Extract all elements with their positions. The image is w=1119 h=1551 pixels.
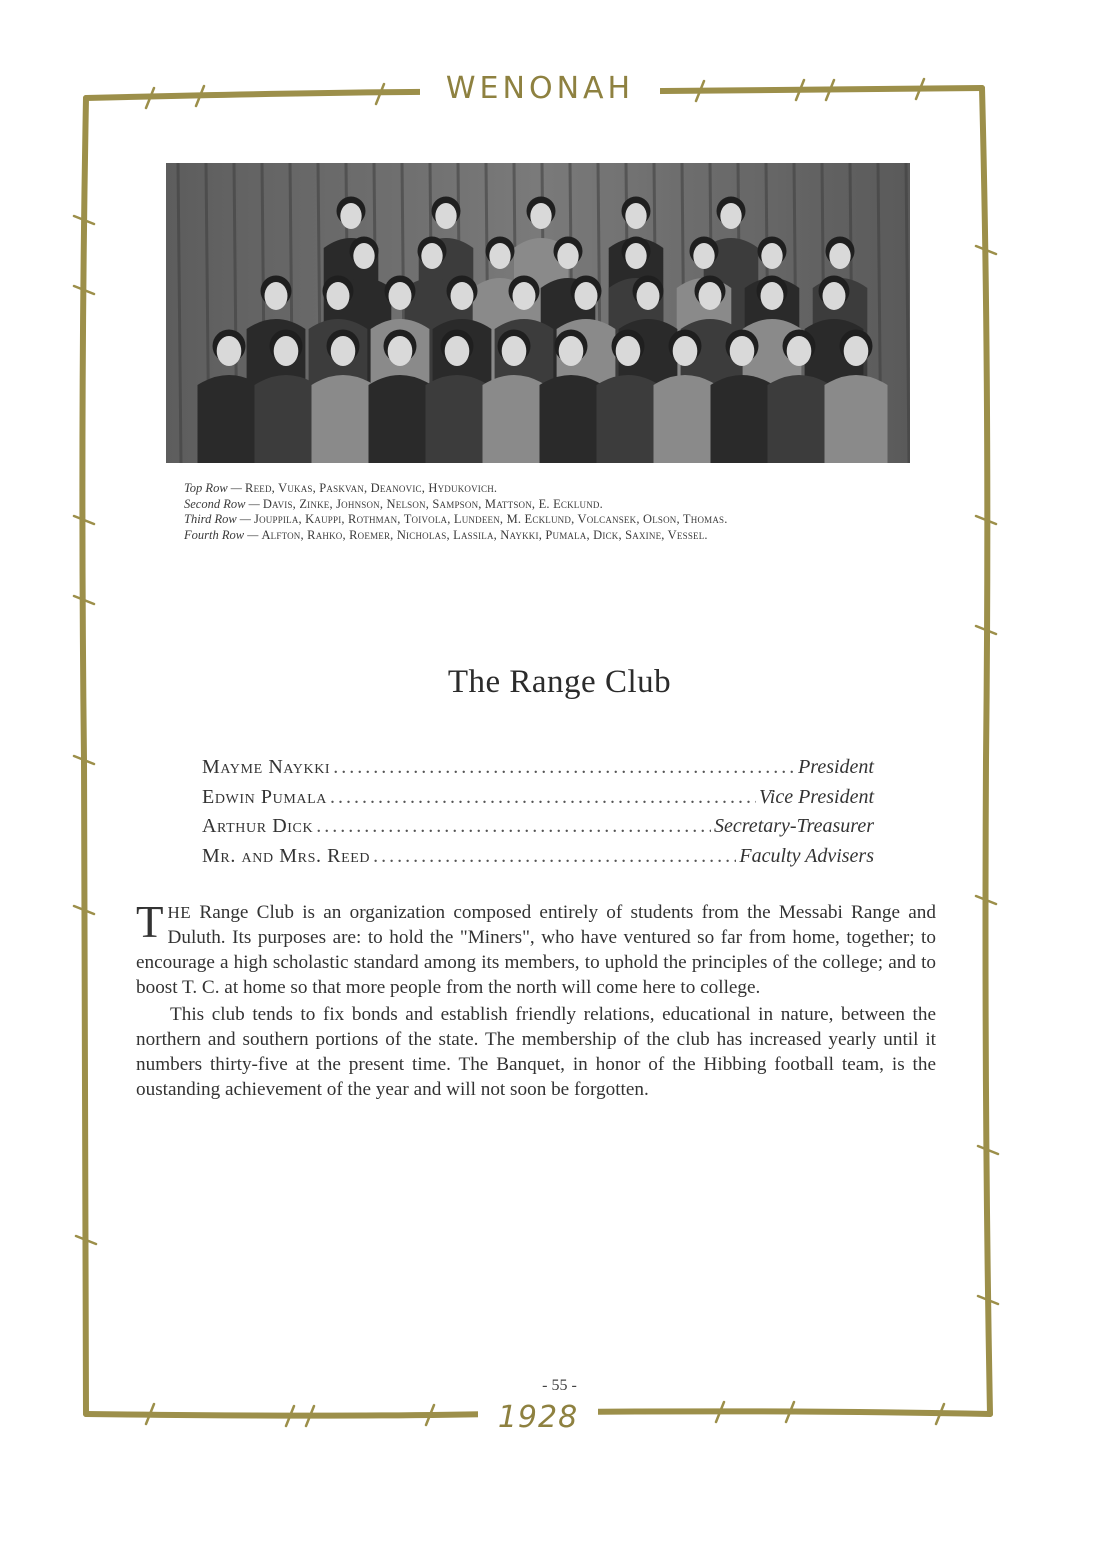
group-photo-icon [166, 163, 910, 463]
leader-dots [373, 845, 736, 868]
group-photo [166, 163, 910, 463]
officer-role: Secretary-Treasurer [714, 815, 874, 837]
officer-row [202, 845, 874, 875]
caption-row-fourth: Fourth Row — Alfton, Rahko, Roemer, Nicholas, Lassila, Naykki, Pumala, Dick, Saxine, Vessel. [184, 527, 708, 542]
officer-role: Vice President [759, 785, 874, 808]
leader-dots [316, 815, 711, 838]
drop-cap: T [136, 897, 164, 947]
caption-row-third: Third Row — Jouppila, Kauppi, Rothman, Toivola, Lundeen, M. Ecklund, Volcansek, Olson, Thomas. [184, 512, 728, 526]
frame-right [982, 88, 990, 1414]
paragraph-2: This club tends to fix bonds and establish friendly relations, educational in nature, between the northern and southern portions of the state. The membership of the club has increased yearly until it numbers thirty-five at the present time. The Banquet, in honor of the Hibbing football team, is the oustanding achievement of the year and will not soon be forgotten. [136, 1004, 936, 1100]
page-title: The Range Club [447, 664, 672, 700]
footer-year: 1928 [478, 1400, 598, 1434]
body-text [136, 897, 936, 1102]
leader-dots [330, 786, 756, 809]
officer-row [202, 786, 874, 816]
officer-name: Arthur Dick [202, 815, 314, 837]
officer-name: Mr. and Mrs. Reed [202, 844, 371, 867]
page-number: - 55 - [542, 1377, 577, 1394]
officer-name: Edwin Pumala [202, 785, 327, 808]
frame-left [82, 98, 86, 1414]
photo-caption [184, 481, 904, 543]
header-title: WENONAH [420, 70, 660, 106]
officers-list [202, 756, 874, 874]
officer-role: Faculty Advisers [739, 844, 874, 867]
officer-role: President [798, 756, 874, 778]
officer-row [202, 756, 874, 786]
caption-row-top: Top Row — Reed, Vukas, Paskvan, Deanovic, Hydukovich. [184, 481, 498, 495]
officer-row [202, 815, 874, 845]
paragraph-1: THE Range Club is an organization composed entirely of students from the Messabi Range and Duluth. Its purposes are: to hold the "Miners", who have ventured so far from home, together; to encourage a high scholastic standard among its members, to uphold the principles of the college; and to boost T. C. at home so that more people from the north will come here to college. [136, 897, 936, 998]
officer-name: Mayme Naykki [202, 756, 331, 778]
leader-dots [333, 756, 795, 779]
caption-row-second: Second Row — Davis, Zinke, Johnson, Nelson, Sampson, Mattson, E. Ecklund. [184, 496, 603, 511]
